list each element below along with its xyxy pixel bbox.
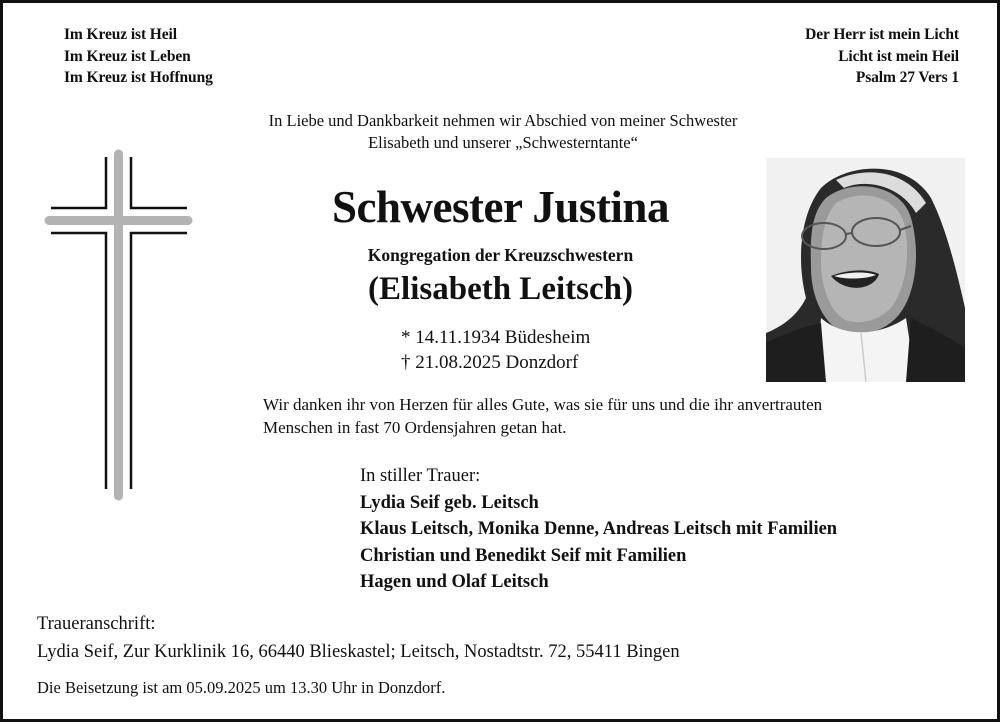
- motto-left: [64, 24, 213, 89]
- motto-line: Im Kreuz ist Leben: [64, 47, 191, 65]
- mourner-entry: Hagen und Olaf Leitsch: [360, 572, 549, 592]
- thanks-text: [263, 393, 983, 439]
- birth-date: * 14.11.1934 Büdesheim: [401, 327, 591, 348]
- burial-info: Die Beisetzung ist am 05.09.2025 um 13.30 Uhr in Donzdorf.: [37, 678, 446, 697]
- motto-line: Im Kreuz ist Heil: [64, 26, 177, 43]
- mourner-entry: Lydia Seif geb. Leitsch: [360, 492, 539, 513]
- intro-line: In Liebe und Dankbarkeit nehmen wir Abschied von meiner Schwester: [268, 111, 738, 130]
- mourner-entry: Christian und Benedikt Seif mit Familien: [360, 545, 687, 566]
- mourner-entry: Klaus Leitsch, Monika Denne, Andreas Leitsch mit Familien: [360, 519, 838, 539]
- cross-icon: [41, 148, 201, 503]
- death-date: † 21.08.2025 Donzdorf: [401, 352, 579, 373]
- deceased-name: Schwester Justina: [332, 182, 669, 232]
- life-dates: [401, 325, 590, 375]
- mourners-list: [360, 463, 837, 596]
- intro-line: Elisabeth und unserer „Schwesterntante“: [368, 133, 638, 152]
- civil-name: (Elisabeth Leitsch): [368, 271, 633, 307]
- portrait-photo: [766, 158, 965, 382]
- psalm-line: Der Herr ist mein Licht: [805, 26, 959, 43]
- portrait-image: [766, 158, 965, 382]
- psalm-line: Licht ist mein Heil: [838, 47, 959, 65]
- thanks-line: Menschen in fast 70 Ordensjahren getan hat.: [263, 418, 567, 437]
- mourners-heading: In stiller Trauer:: [360, 466, 481, 486]
- intro-text: [203, 110, 803, 154]
- address-label: Traueranschrift:: [37, 614, 156, 634]
- congregation: Kongregation der Kreuzschwestern: [367, 245, 634, 265]
- motto-line: Im Kreuz ist Hoffnung: [64, 69, 213, 86]
- psalm-quote: [805, 24, 959, 89]
- psalm-reference: Psalm 27 Vers 1: [855, 69, 959, 86]
- mourning-address: Lydia Seif, Zur Kurklinik 16, 66440 Blieskastel; Leitsch, Nostadtstr. 72, 55411 Bingen: [37, 642, 680, 662]
- thanks-line: Wir danken ihr von Herzen für alles Gute, was sie für uns und die ihr anvertrauten: [263, 395, 823, 414]
